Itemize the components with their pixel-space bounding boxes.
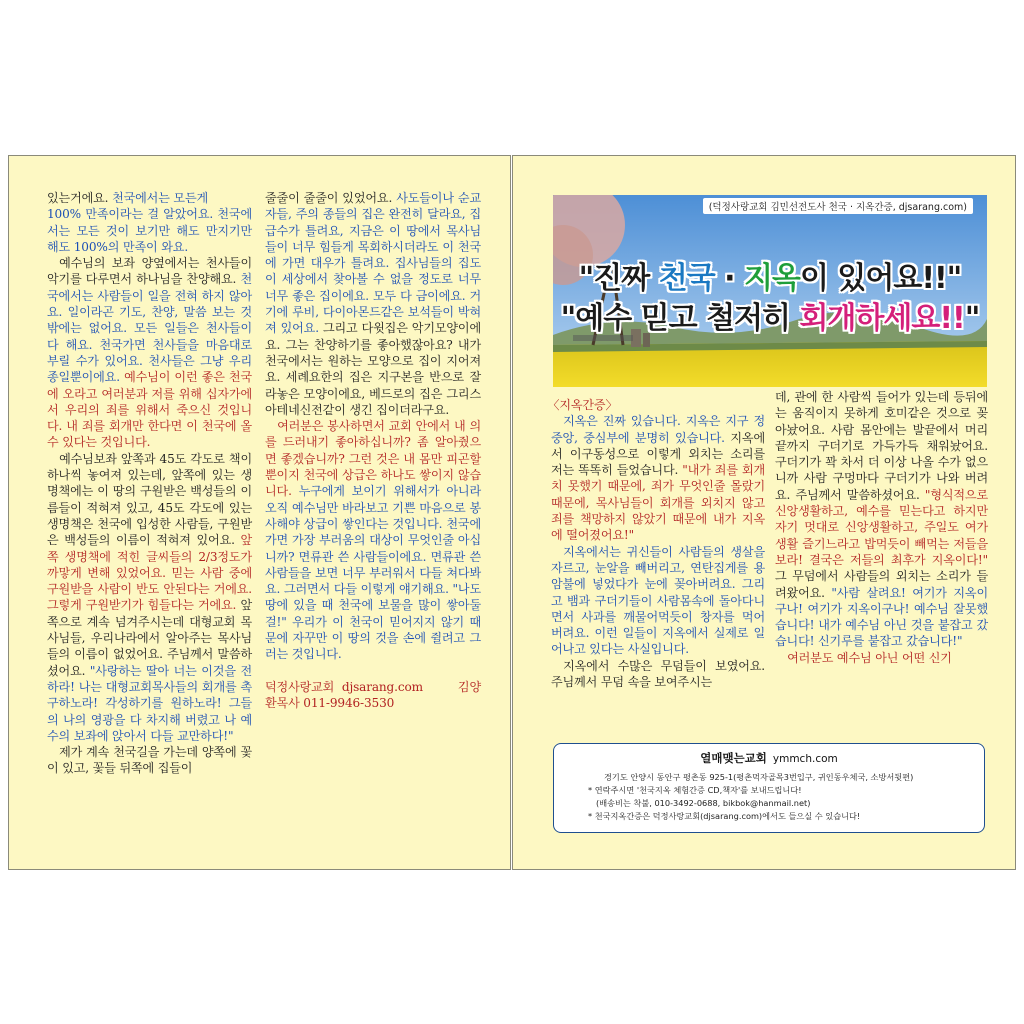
paragraph xyxy=(47,190,252,206)
paragraph xyxy=(47,451,252,744)
headline-1-pre: "진짜 xyxy=(578,261,659,296)
headline-hell: 지옥 xyxy=(743,261,800,296)
text-run: 제가 계속 천국길을 가는데 양쪽에 꽃이 있고, 꽃들 뒤쪽에 집들이 xyxy=(47,745,252,776)
section-title: 〈지옥간증〉 xyxy=(547,398,618,412)
headline-repent: 회개하세요!! xyxy=(799,301,965,336)
left-column-2-body xyxy=(265,190,481,663)
headline-2-pre: "예수 믿고 철저히 xyxy=(560,301,800,336)
text-run: 앞쪽으로 계속 넘겨주시는데 대형교회 목사님들, 우리나라에서 알아주는 목사님들의 이름이 없었어요. 주님께서 말씀하셨어요. xyxy=(47,598,252,678)
right-column-1 xyxy=(547,397,766,690)
info-address: 경기도 안양시 동안구 평촌동 925-1(평촌먹자골목3번입구, 귀인동우체국, 소방서뒷편) xyxy=(604,772,914,782)
paragraph xyxy=(47,206,252,255)
text-run: 천국에서는 모든게 xyxy=(112,191,209,205)
text-run: 지옥은 진짜 있습니다. 지옥은 지구 정중앙, 중심부에 분명히 있습니다. xyxy=(551,414,765,445)
paragraph xyxy=(47,255,252,451)
text-run: 누구에게 보이기 위해서가 아니라 오직 예수님만 바라보고 기쁜 마음으로 봉사해야 상급이 쌓인다는 것입니다. 천국에 가면 가장 부러움의 대상이 무엇인줄 아십니까? 면류관 쓴 사람들이에요. 면류관 쓴 사람들을 보면 너무 부러워서 다들 쳐다봐요. 그러면서 다들 이렇게 얘기해요. "나도 땅에 있을 때 천국에 보물을 많이 쌓아둘걸!" 우리가 이 천국이 믿어지지 않기 때문에 자꾸만 이 땅의 것을 손에 쥘려고 그러는 것입니다. xyxy=(265,484,481,662)
paragraph xyxy=(775,650,988,666)
paragraph xyxy=(265,190,481,418)
info-contact: * 연락주시면 '천국지옥 체험간증 CD,책자'를 보내드립니다! xyxy=(588,785,802,795)
info-title xyxy=(554,750,984,766)
headline-heaven: 천국 xyxy=(658,261,715,296)
paragraph xyxy=(551,658,765,691)
paragraph xyxy=(551,413,765,543)
text-run: "형식적으로 신앙생활하고, 예수를 믿는다고 하지만 자기 멋대로 신앙생활하고, 주일도 여가생활 즐기느라고 밥먹듯이 빼먹는 저들을 보라! 결국은 저들의 최후가 지옥이다!" xyxy=(775,487,988,567)
text-run: "사랑하는 딸아 너는 이것을 전하라! 나는 대형교회목사들의 회개를 촉구하노라! 각성하기를 원하노라! 그들의 나의 영광을 다 차지해 버렸고 나 예수의 보좌에 앉아서 다들 교만하다!" xyxy=(47,663,252,743)
text-run: 예수님보좌 앞쪽과 45도 각도로 책이 하나씩 놓여져 있는데, 앞쪽에 있는 생명책에는 이 땅의 구원받은 백성들의 이름들이 적혀져 있고, 45도 각도에 있는 생명책은 천국에 입성한 사람들, 구원받은 백성들의 이름이 적혀져 있어요. xyxy=(47,451,252,548)
headline-1 xyxy=(553,253,987,297)
headline-2 xyxy=(553,293,987,337)
paragraph xyxy=(775,389,988,650)
right-column-1-body xyxy=(551,413,765,690)
text-run: 여러분도 예수님 아닌 어떤 신기 xyxy=(787,650,952,665)
text-run: 지옥에서 수많은 무덤들이 보였어요. 주님께서 무덤 속을 보여주시는 xyxy=(551,658,765,690)
headline-1-post: 이 있어요!!" xyxy=(799,261,962,296)
text-run: 100% 만족이라는 걸 알았어요. 천국에서는 모든 것이 보기만 해도 만지기만 해도 100%의 만족이 와요. xyxy=(47,207,252,254)
left-column-1 xyxy=(47,190,252,777)
right-page xyxy=(512,155,1016,870)
text-run: "사람 살려요! 여기가 지옥이구나! 여기가 지옥이구나! 예수님 잘못했습니다! 내가 예수님 아닌 것을 붙잡고 갔습니다! 신기루를 붙잡고 갔습니다!" xyxy=(775,585,988,649)
text-run: 예수님이 이런 좋은 천국에 오라고 여러분과 저를 위해 십자가에서 우리의 죄를 위해서 죽으신 것입니다. 내 죄를 회개만 한다면 이 천국에 올 수 있다는 것입니다. xyxy=(47,370,252,450)
banner xyxy=(553,195,987,387)
banner-byline: (덕정사랑교회 김민선전도사 천국 · 지옥간증, djsarang.com) xyxy=(703,198,973,214)
church-info-box xyxy=(553,743,985,833)
signature-title-phone: 환목사 011-9946-3530 xyxy=(265,695,395,710)
right-column-2 xyxy=(775,389,988,666)
text-run: 천국에서는 사람들이 일을 전혀 하지 않아요. 일이라곤 기도, 찬양, 말씀 보는 것 밖에는 없어요. 모든 일들은 천사들이 다 해요. 천국가면 천사들을 마음대로 부릴 수가 있어요. 천사들은 그냥 우리 종일뿐이에요. xyxy=(47,272,252,385)
info-note: * 천국지옥간증은 덕정사랑교회(djsarang.com)에서도 들으실 수 있습니다! xyxy=(588,811,861,821)
paragraph xyxy=(265,418,481,662)
paragraph xyxy=(47,744,252,777)
text-run: 그 무덤에서 사람들의 외치는 소리가 들려왔어요. xyxy=(775,569,988,600)
text-run: 앞쪽 생명책에 적힌 글씨들의 2/3정도가 까맣게 변해 있었어요. 믿는 사람 중에 구원받을 사람이 반도 안된다는 거에요. 그렇게 구원받기가 힘들다는 거에요. xyxy=(47,533,252,613)
left-page xyxy=(8,155,511,870)
text-run: 사도들이나 순교자들, 주의 종들의 집은 완전히 달라요, 집 급수가 틀려요, 지금은 이 땅에서 목사님들이 너무 힘들게 목회하시더라도 이 천국에 가면 대우가 틀려요. 집사님들의 집도 이 세상에서 찾아볼 수 없을 정도로 너무너무 좋은 집이에요. 모두 다 금이에요. 거기에 루비, 다이아몬드같은 보석들이 박혀져 있어요. xyxy=(265,191,481,336)
text-run: 예수님의 보좌 양옆에서는 천사들이 악기를 다루면서 하나님을 찬양해요. xyxy=(47,256,252,287)
info-url[interactable]: ymmch.com xyxy=(772,753,838,765)
signature-name: 김양 xyxy=(457,679,481,694)
signature-church: 덕정사랑교회 xyxy=(265,679,335,694)
left-column-2 xyxy=(265,190,481,711)
signature xyxy=(265,679,481,712)
headline-1-mid: · xyxy=(714,261,744,296)
info-church: 열매맺는교회 xyxy=(700,751,767,765)
text-run: 줄줄이 줄줄이 있었어요. xyxy=(265,191,397,205)
headline-2-post: " xyxy=(964,301,980,336)
text-run: 데, 관에 한 사람씩 들어가 있는데 등뒤에는 움직이지 못하게 호미같은 것으로 꽂아놨어요. 사람 몸안에는 발끝에서 머리끝까지 구더기로 가득가득 채워놨어요. 구더기가 꽉 차서 더 이상 나올 수가 없으니까 사람 구멍마다 구더기가 나와 버려요. 주님께서 말씀하셨어요. xyxy=(775,390,988,502)
text-run: 지옥에서 이구동성으로 이렇게 외치는 소리를 저는 똑똑히 들었습니다. xyxy=(551,430,765,478)
text-run: 지옥에서는 귀신들이 사람들의 생살을 자르고, 눈알을 빼버리고, 연탄집게를 용암불에 넣었다가 눈에 꽂아버려요. 그리고 뱀과 구더기들이 사람몸속에 돌아다니면서 사과를 깨물어먹듯이 창자를 먹어 버려요. 이런 일들이 지옥에서 실제로 일어나고 있다는 사실입니다. xyxy=(551,544,765,657)
text-run: 여러분은 봉사하면서 교회 안에서 내 의를 드러내기 좋아하십니까? 좀 알아줬으면 좋겠습니까? 그런 것은 내 몸만 피곤할 뿐이지 천국에 상급은 하나도 쌓이지 않습니다. xyxy=(265,419,481,499)
text-run: 있는거에요. xyxy=(47,191,113,205)
text-run: 그리고 다윗집은 악기모양이에요. 그는 찬양하기를 좋아했잖아요? 내가 천국에서는 원하는 모양으로 집이 지어져요. 세례요한의 집은 지구본을 반으로 잘라놓은 모양이에요, 베드로의 집은 그리스 아테네신전같이 생긴 집이더라구요. xyxy=(265,321,481,417)
info-contact-2: (배송비는 착불, 010-3492-0688, bikbok@hanmail.net) xyxy=(596,798,811,808)
text-run: "내가 죄를 회개치 못했기 때문에, 죄가 무엇인줄 몰랐기 때문에, 목사님들이 회개를 외치지 않고 죄를 책망하지 않았기 때문에 내가 지옥에 떨어졌어요!" xyxy=(551,463,766,543)
signature-site: djsarang.com xyxy=(341,679,423,694)
paragraph xyxy=(551,544,765,658)
